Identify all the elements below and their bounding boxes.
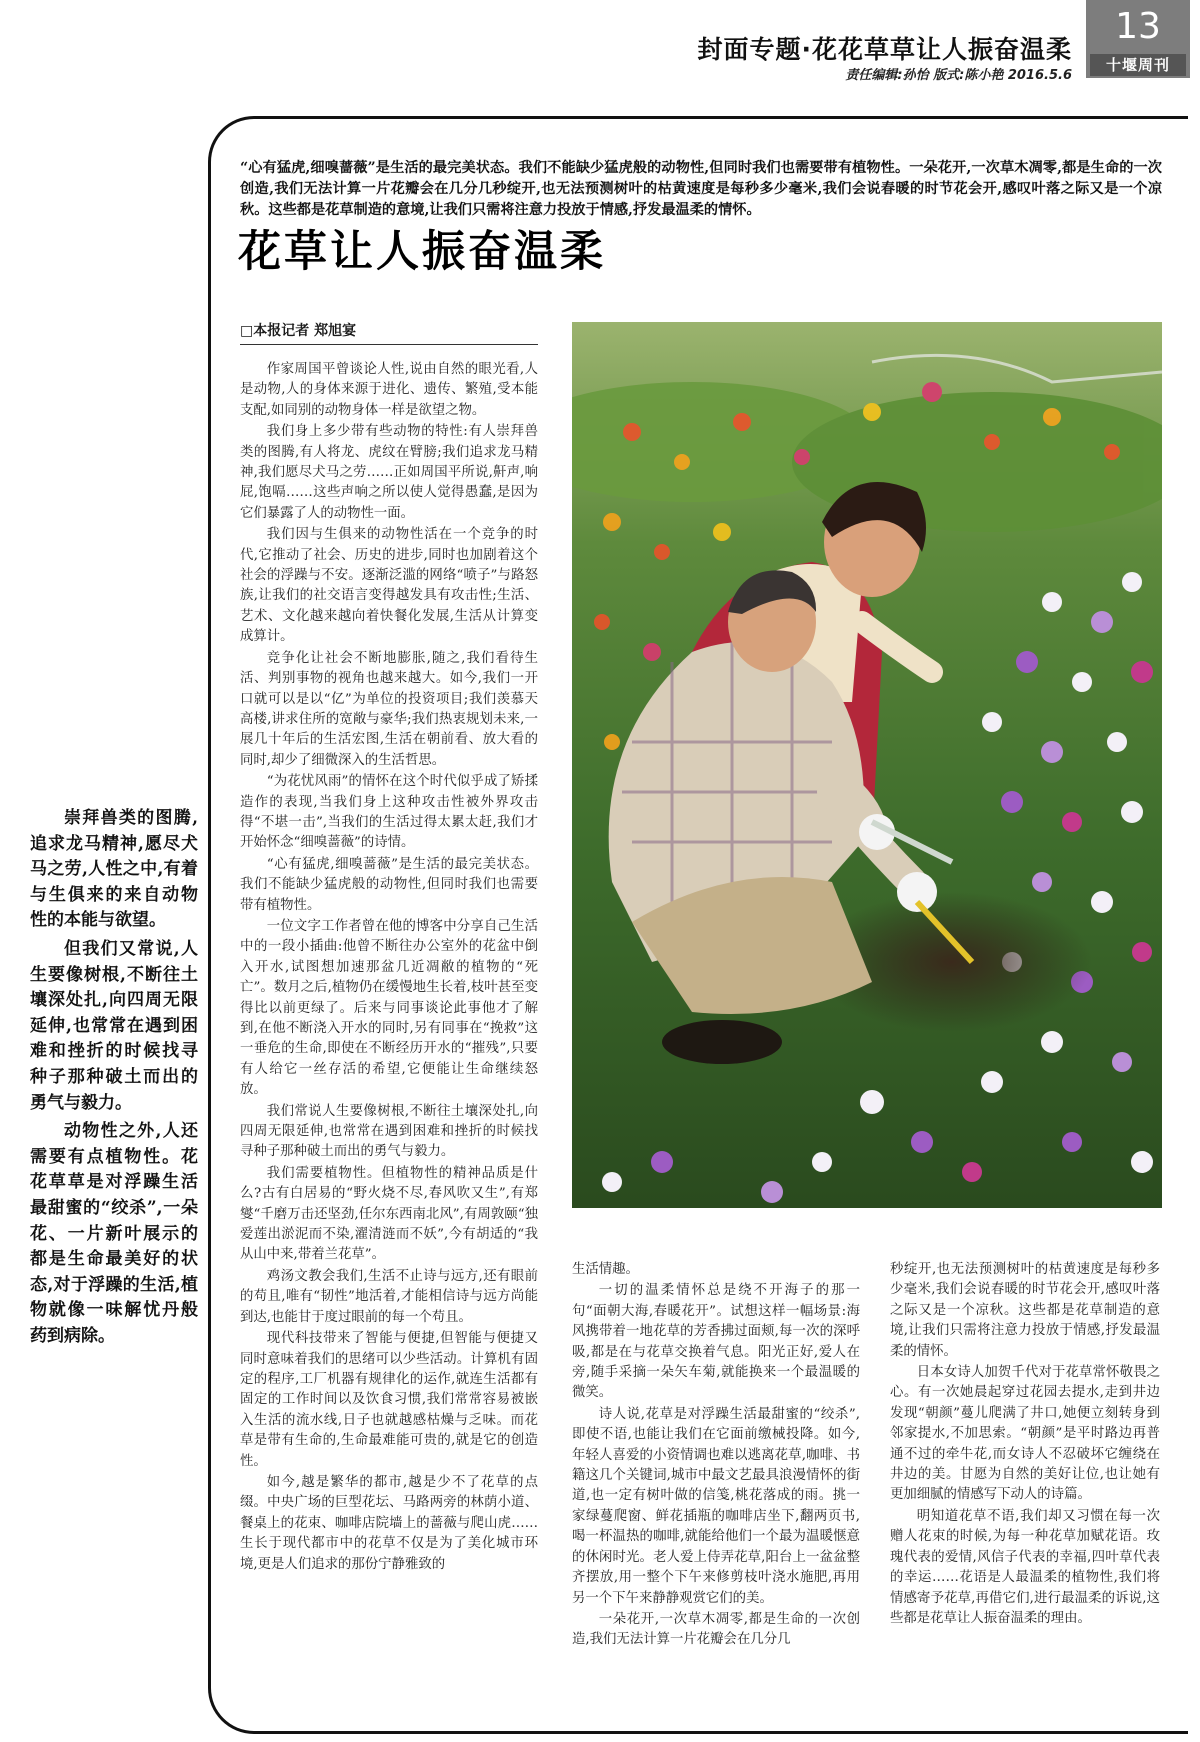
editor-meta: 责任编辑:孙怡 版式:陈小艳 2016.5.6 xyxy=(845,68,1072,83)
paragraph: 我们因与生俱来的动物性活在一个竞争的时代,它推动了社会、历史的进步,同时也加剧着这个社会的浮躁与不安。逐渐泛滥的网络“喷子”与路怒族,让我们的社交语言变得越发具有攻击性;生活、艺术、文化越来越向着快餐化发展,生活从计算变成算计。 xyxy=(240,527,538,645)
paragraph: 竞争化让社会不断地膨胀,随之,我们看待生活、判别事物的视角也越来越大。如今,我们一开口就可以是以“亿”为单位的投资项目;我们羡慕天高楼,讲求住所的宽敞与豪华;我们热衷规划未来,一展几十年后的生活宏图,生活在朝前看、放大看的同时,却少了细微深入的生活哲思。 xyxy=(240,650,538,768)
garden-photo xyxy=(572,322,1162,1208)
pull-quote-paragraph: 动物性之外,人还需要有点植物性。花花草草是对浮躁生活最甜蜜的“绞杀”,一朵花、一片新叶展示的都是生命最美好的状态,对于浮躁的生活,植物就像一味解忧丹般药到病除。 xyxy=(30,1121,198,1346)
article-byline: □本报记者 郑旭宴 xyxy=(240,320,538,345)
paragraph: 我们常说人生要像树根,不断往土壤深处扎,向四周无限延伸,也常常在遇到困难和挫折的时候找寻种子那种破土而出的勇气与毅力。 xyxy=(240,1103,538,1160)
paragraph: 一切的温柔情怀总是绕不开海子的那一句“面朝大海,春暖花开”。试想这样一幅场景:海风携带着一地花草的芳香拂过面颊,每一次的深呼吸,都是在与花草交换着气息。阳光正好,爱人在旁,随手采摘一朵矢车菊,就能换来一个最温暖的微笑。 xyxy=(572,1283,860,1401)
article-intro: “心有猛虎,细嗅蔷薇”是生活的最完美状态。我们不能缺少猛虎般的动物性,但同时我们也需要带有植物性。一朵花开,一次草木凋零,都是生命的一次创造,我们无法计算一片花瓣会在几分几秒绽开,也无法预测树叶的枯黄速度是每秒多少毫米,我们会说春暖的时节花会开,感叹叶落之际又是一个凉秋。这些都是花草制造的意境,让我们只需将注意力投放于情感,抒发最温柔的情怀。 xyxy=(240,160,1162,218)
article-column-1 xyxy=(240,360,538,1680)
paper-name: 十堰周刊 xyxy=(1090,54,1186,76)
paragraph: 我们身上多少带有些动物的特性:有人崇拜兽类的图腾,有人将龙、虎纹在臂膀;我们追求龙马精神,我们愿尽犬马之劳……正如周国平所说,鼾声,响屁,饱嗝……这些声响之所以使人觉得愚蠢,是因为它们暴露了人的动物性一面。 xyxy=(240,424,538,521)
paragraph: 作家周国平曾谈论人性,说由自然的眼光看,人是动物,人的身体来源于进化、遗传、繁殖,受本能支配,如同别的动物身体一样是欲望之物。 xyxy=(240,362,538,418)
paragraph: 秒绽开,也无法预测树叶的枯黄速度是每秒多少毫米,我们会说春暖的时节花会开,感叹叶落之际又是一个凉秋。这些都是花草制造的意境,让我们只需将注意力投放于情感,抒发最温柔的情怀。 xyxy=(890,1262,1160,1359)
paragraph: “为花忧风雨”的情怀在这个时代似乎成了矫揉造作的表现,当我们身上这种攻击性被外界攻击得“不堪一击”,当我们的生活过得太累太赶,我们才开始怀念“细嗅蔷薇”的诗情。 xyxy=(240,774,538,851)
page-number-box xyxy=(1086,0,1190,78)
paragraph: 现代科技带来了智能与便捷,但智能与便捷又同时意味着我们的思绪可以少些活动。计算机有固定的程序,工厂机器有规律化的运作,就连生活都有固定的工作时间以及饮食习惯,我们常常容易被嵌入生活的流水线,日子也就越感枯燥与乏味。而花草是带有生命的,生命最难能可贵的,就是它的创造性。 xyxy=(240,1331,538,1469)
article-column-2 xyxy=(572,1260,860,1680)
paragraph: 诗人说,花草是对浮躁生活最甜蜜的“绞杀”,即使不语,也能让我们在它面前缴械投降。如今,年轻人喜爱的小资情调也难以逃离花草,咖啡、书籍这几个关键词,城市中最文艺最具浪漫情怀的街道,也一定有树叶做的信笺,桃花落成的雨。挑一家绿蔓爬窗、鲜花插瓶的咖啡店坐下,翻两页书,喝一杯温热的咖啡,就能给他们一个最为温暖惬意的休闲时光。老人爱上侍弄花草,阳台上一盆盆整齐摆放,用一整个下午来修剪枝叶浇水施肥,再用另一个下午来静静观赏它们的美。 xyxy=(572,1406,860,1606)
paragraph: 生活情趣。 xyxy=(572,1262,639,1277)
page-number: 13 xyxy=(1115,6,1161,47)
pull-quote-paragraph: 但我们又常说,人生要像树根,不断往土壤深处扎,向四周无限延伸,也常常在遇到困难和挫折的时候找寻种子那种破土而出的勇气与毅力。 xyxy=(30,938,198,1113)
paragraph: 一朵花开,一次草木凋零,都是生命的一次创造,我们无法计算一片花瓣会在几分几 xyxy=(572,1611,860,1648)
garden-photo-illustration xyxy=(572,322,1162,1208)
paragraph: 鸡汤文教会我们,生活不止诗与远方,还有眼前的苟且,唯有“韧性”地活着,才能相信诗与远方尚能到达,也能甘于度过眼前的每一个苟且。 xyxy=(240,1268,538,1325)
paragraph: 如今,越是繁华的都市,越是少不了花草的点缀。中央广场的巨型花坛、马路两旁的林荫小道、餐桌上的花束、咖啡店院墙上的蔷薇与爬山虎……生长于现代都市中的花草不仅是为了美化城市环境,更是人们追求的那份宁静雅致的 xyxy=(240,1474,538,1572)
paragraph: “心有猛虎,细嗅蔷薇”是生活的最完美状态。我们不能缺少猛虎般的动物性,但同时我们也需要带有植物性。 xyxy=(240,856,538,913)
paragraph: 一位文字工作者曾在他的博客中分享自己生活中的一段小插曲:他曾不断往办公室外的花盆中倒入开水,试图想加速那盆几近凋敝的植物的“死亡”。数月之后,植物仍在缓慢地生长着,枝叶甚至变得比以前更绿了。后来与同事谈论此事他才了解到,在他不断浇入开水的同时,另有同事在“挽救”这一垂危的生命,即使在不断经历开水的“摧残”,只要有人给它一丝存活的希望,它便能让生命继续怒放。 xyxy=(240,918,538,1098)
article-column-3 xyxy=(890,1260,1160,1680)
article-headline: 花草让人振奋温柔 xyxy=(238,227,606,277)
paragraph: 我们需要植物性。但植物性的精神品质是什么?古有白居易的“野火烧不尽,春风吹又生”,有郑燮“千磨万击还坚劲,任尔东西南北风”,有周敦颐“独爱莲出淤泥而不染,濯清涟而不妖”,今有胡适的“我从山中来,带着兰花草”。 xyxy=(240,1165,538,1263)
paragraph: 明知道花草不语,我们却又习惯在每一次赠人花束的时候,为每一种花草加赋花语。玫瑰代表的爱情,风信子代表的幸福,四叶草代表的幸运……花语是人最温柔的植物性,我们将情感寄予花草,再借它们,进行最温柔的诉说,这些都是花草让人振奋温柔的理由。 xyxy=(890,1508,1160,1626)
pull-quote-paragraph: 崇拜兽类的图腾,追求龙马精神,愿尽犬马之劳,人性之中,有着与生俱来的来自动物性的本能与欲望。 xyxy=(30,808,198,931)
section-title: 封面专题·花花草草让人振奋温柔 xyxy=(697,35,1072,64)
paragraph: 日本女诗人加贺千代对于花草常怀敬畏之心。有一次她晨起穿过花园去提水,走到井边发现“朝颜”蔓儿爬满了井口,她便立刻转身到邻家提水,不加思索。“朝颜”是平时路边再普通不过的牵牛花,而女诗人不忍破坏它缠绕在井边的美。甘愿为自然的美好让位,也让她有更加细腻的情感写下动人的诗篇。 xyxy=(890,1365,1160,1503)
pull-quote xyxy=(30,806,198,1352)
